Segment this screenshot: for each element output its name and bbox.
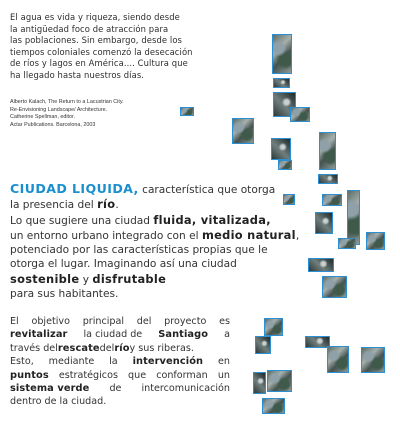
aerial-photo bbox=[361, 347, 385, 373]
text: característica que otorga bbox=[138, 184, 276, 196]
word: principal bbox=[82, 316, 125, 327]
text: del bbox=[99, 342, 115, 354]
word: proyecto bbox=[164, 316, 207, 327]
emphasis: rescate bbox=[57, 342, 100, 354]
intro-line: de ríos y lagos en América.... Cultura que bbox=[10, 58, 188, 69]
emphasis: sistema verde bbox=[10, 383, 90, 395]
citation bbox=[10, 99, 180, 129]
text: la bbox=[109, 356, 118, 368]
emphasis: sostenible bbox=[10, 271, 80, 286]
word: es bbox=[219, 316, 230, 327]
aerial-photo bbox=[264, 318, 283, 336]
text: dentro de la ciudad. bbox=[10, 396, 107, 408]
intro-line: ha llegado hasta nuestros días. bbox=[10, 69, 145, 80]
aerial-photo bbox=[290, 107, 310, 122]
aerial-photo bbox=[347, 190, 360, 245]
aerial-photo bbox=[322, 194, 342, 206]
aerial-photo bbox=[262, 398, 285, 414]
text: intercomunicación bbox=[141, 383, 230, 395]
emphasis: revitalizar bbox=[10, 329, 68, 341]
intro-line: tiempos coloniales comenzó la desecación bbox=[10, 46, 193, 57]
aerial-photo bbox=[232, 118, 254, 144]
aerial-photo bbox=[319, 132, 336, 170]
text: conforman bbox=[156, 369, 208, 381]
emphasis: disfrutable bbox=[92, 271, 167, 286]
text: para sus habitantes. bbox=[10, 288, 119, 301]
ciudad-liquida-statement bbox=[10, 182, 315, 301]
emphasis: puntos bbox=[10, 369, 49, 381]
aerial-photo bbox=[272, 34, 292, 74]
text: potenciado por las características propias que le bbox=[10, 244, 268, 257]
aerial-photo bbox=[338, 238, 356, 249]
text: en bbox=[218, 356, 230, 368]
text: través del bbox=[10, 342, 58, 354]
aerial-photo bbox=[180, 107, 194, 116]
citation-line: Actar Publications. Barcelona, 2003 bbox=[10, 121, 96, 128]
word: objetivo bbox=[31, 316, 70, 327]
word: El bbox=[10, 316, 19, 327]
aerial-photo bbox=[327, 346, 349, 373]
text: un bbox=[217, 369, 230, 381]
aerial-photo bbox=[278, 160, 292, 170]
citation-line: Alberto Kalach, The Return to a Lacustrian City. bbox=[10, 99, 124, 105]
objective-paragraph bbox=[10, 315, 230, 409]
aerial-photo bbox=[315, 212, 333, 234]
text: y bbox=[79, 273, 93, 286]
emphasis: Santiago bbox=[158, 329, 209, 341]
text: . bbox=[115, 199, 119, 212]
intro-line: las poblaciones. Sin embargo, desde los bbox=[10, 35, 183, 46]
text: un entorno urbano integrado con el bbox=[10, 229, 202, 242]
intro-line: El agua es vida y riqueza, siendo desde bbox=[10, 12, 180, 22]
intro-line: la antigüedad foco de atracción para bbox=[10, 23, 169, 34]
aerial-photo bbox=[283, 194, 295, 205]
citation-line: Catherine Spellman, editor. bbox=[10, 114, 76, 121]
aerial-photo bbox=[366, 232, 385, 250]
text: , bbox=[295, 229, 300, 242]
text: de bbox=[109, 383, 122, 395]
emphasis: río bbox=[114, 342, 130, 354]
text: la ciudad de bbox=[83, 329, 143, 341]
aerial-photo bbox=[322, 276, 347, 298]
emphasis: río bbox=[97, 197, 116, 212]
text: la presencia del bbox=[10, 199, 98, 212]
text: que bbox=[128, 369, 147, 381]
heading-ciudad-liquida: CIUDAD LIQUIDA, bbox=[10, 181, 139, 196]
text: a bbox=[224, 329, 230, 341]
aerial-photo bbox=[253, 372, 266, 394]
citation-line: Re-Envisioning Landscape/ Architecture. bbox=[10, 106, 108, 113]
aerial-photo bbox=[308, 258, 334, 272]
text: mediante bbox=[48, 356, 95, 368]
text: estratégicos bbox=[58, 369, 118, 381]
emphasis: fluida, vitalizada, bbox=[153, 212, 271, 227]
aerial-photo bbox=[267, 370, 292, 392]
word: del bbox=[136, 316, 152, 327]
text: Esto, bbox=[10, 356, 34, 368]
emphasis: intervención bbox=[132, 356, 204, 368]
aerial-photo bbox=[273, 78, 290, 88]
text: Lo que sugiere una ciudad bbox=[10, 214, 154, 227]
emphasis: medio natural bbox=[201, 227, 296, 242]
aerial-photo bbox=[255, 336, 271, 354]
intro-paragraph bbox=[10, 12, 216, 82]
text: otorga el lugar. Imaginando así una ciudad bbox=[10, 258, 237, 271]
aerial-photo bbox=[318, 174, 338, 184]
text: y sus riberas. bbox=[129, 342, 194, 354]
aerial-photo bbox=[271, 138, 291, 160]
